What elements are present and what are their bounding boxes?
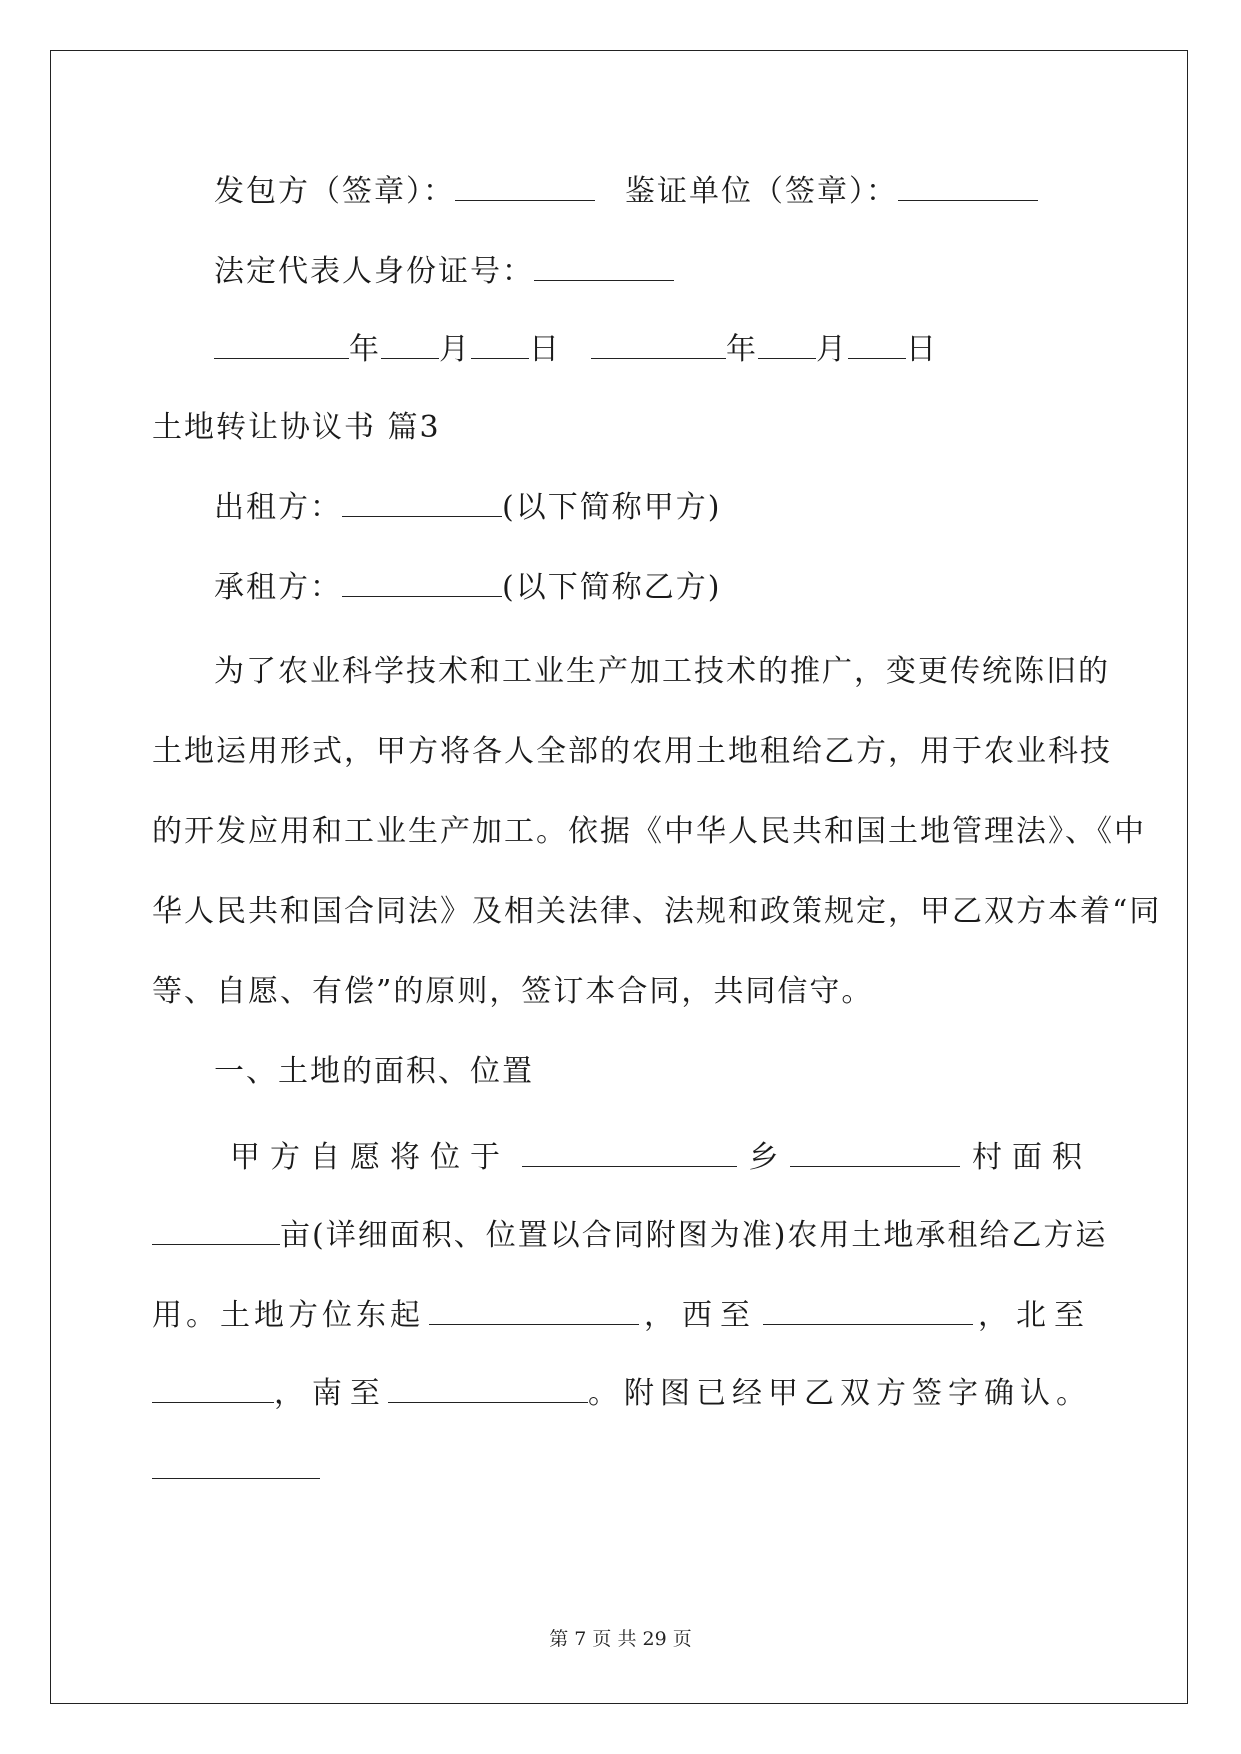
lessee-blank [342,568,502,597]
lessee-line [152,568,1092,608]
year-label-1: 年 [349,332,381,367]
day-label-2: 日 [906,332,938,367]
para1-line-3: 的开发应用和工业生产加工。依据《中华人民共和国土地管理法》、《中 [152,814,1146,849]
notary-seal-label: 鉴证单位（签章）： [625,174,898,209]
para2-line-4 [152,1374,1092,1414]
year-label-2: 年 [726,332,758,367]
village-blank [790,1138,960,1167]
para2-line-2 [152,1216,1108,1256]
west-boundary-blank [763,1296,973,1325]
trailing-blank [152,1450,320,1479]
month-blank-2 [758,330,816,359]
month-blank-1 [381,330,439,359]
para2-text-3c: ，北至 [978,1298,1092,1333]
year-blank-1 [214,330,349,359]
signature-line [152,172,1092,212]
para2-line-3 [152,1296,1092,1336]
para2-text-2: 亩(详细面积、位置以合同附图为准)农用土地承租给乙方运 [280,1218,1108,1253]
year-blank-2 [591,330,726,359]
south-boundary-blank [388,1374,588,1403]
north-boundary-blank [152,1374,274,1403]
acreage-blank [152,1216,280,1245]
issuer-seal-label: 发包方（签章）： [214,174,455,209]
date-line [152,330,1092,370]
section-title: 土地转让协议书 篇3 [152,410,441,445]
para2-text-3b: ，西至 [644,1298,758,1333]
page-number-footer: 第 7 页 共 29 页 [549,1628,692,1650]
notary-seal-blank [898,172,1038,201]
para2-text-1b: 乡 [748,1140,779,1175]
east-boundary-blank [429,1296,639,1325]
lessor-line [152,488,1092,528]
para2-line-1 [152,1138,1092,1178]
para2-text-1c: 村面积 [972,1140,1092,1175]
month-label-2: 月 [816,332,848,367]
id-number-label: 法定代表人身份证号： [214,254,534,289]
lessor-label: 出租方： [214,490,342,525]
day-label-1: 日 [529,332,561,367]
lessor-blank [342,488,502,517]
heading-land-area: 一、土地的面积、位置 [214,1054,534,1089]
lessee-label: 承租方： [214,570,342,605]
day-blank-1 [471,330,529,359]
month-label-1: 月 [439,332,471,367]
day-blank-2 [848,330,906,359]
para1-line-4: 华人民共和国合同法》及相关法律、法规和政策规定，甲乙双方本着“同 [152,894,1162,929]
para2-text-1a: 甲方自愿将位于 [230,1140,510,1175]
para1-line-1: 为了农业科学技术和工业生产加工技术的推广，变更传统陈旧的 [214,654,1110,689]
id-number-blank [534,252,674,281]
lessee-suffix: (以下简称乙方) [502,570,722,605]
trailing-blank-line [152,1450,1092,1490]
township-blank [522,1138,737,1167]
para2-text-3a: 用。土地方位东起 [152,1298,424,1333]
para2-text-4a: ，南至 [273,1376,388,1411]
para2-text-4b: 。附图已经甲乙双方签字确认。 [588,1376,1092,1411]
para1-line-2: 土地运用形式，甲方将各人全部的农用土地租给乙方，用于农业科技 [152,734,1112,769]
lessor-suffix: (以下简称甲方) [502,490,722,525]
id-number-line [152,252,1092,292]
para1-line-5: 等、自愿、有偿”的原则，签订本合同，共同信守。 [152,974,874,1009]
issuer-seal-blank [455,172,595,201]
